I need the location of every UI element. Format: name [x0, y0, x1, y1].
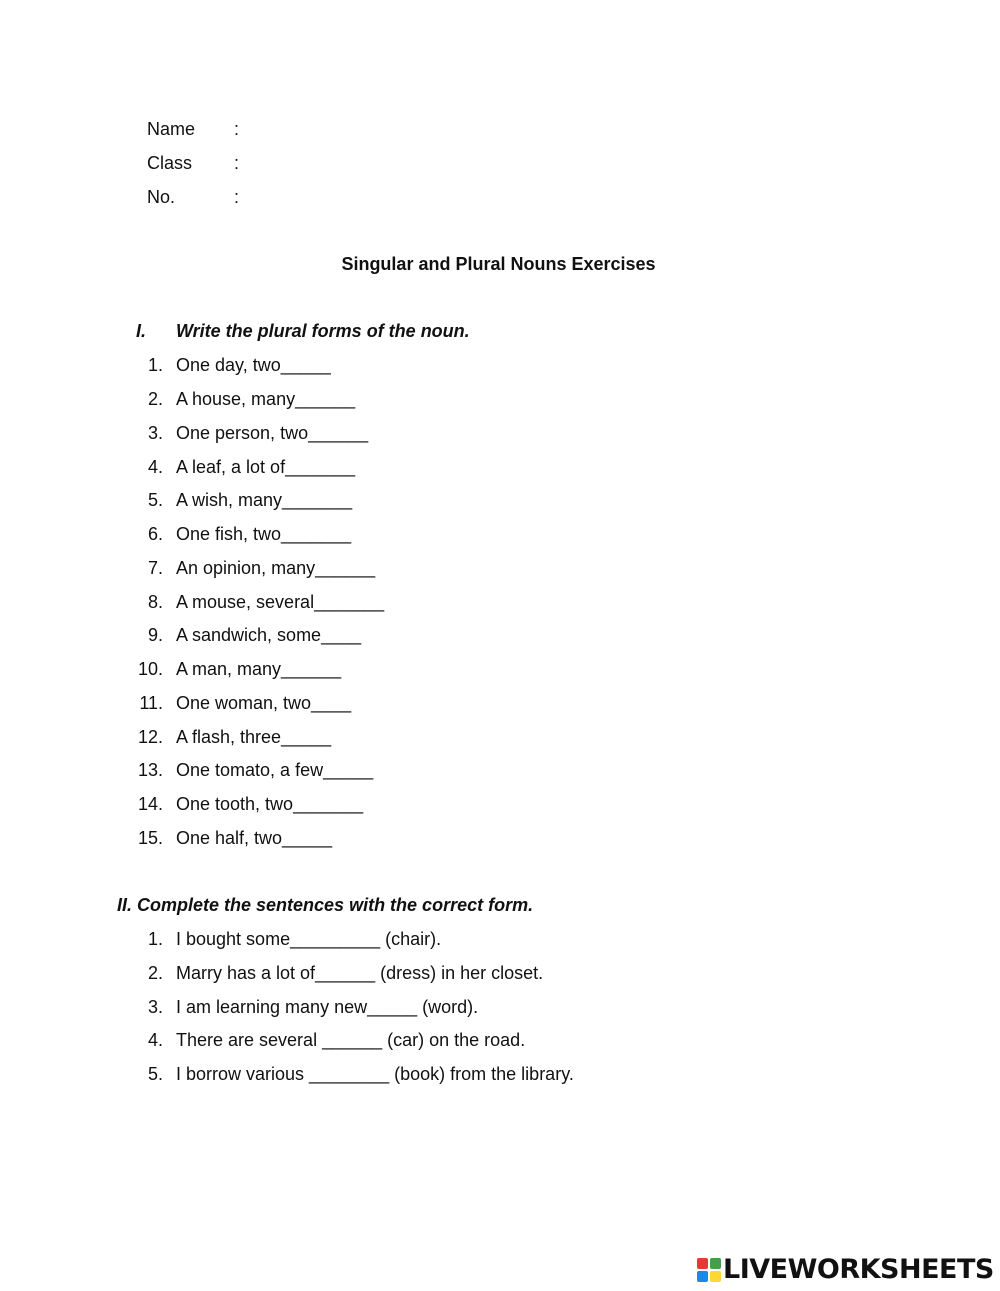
item-number: 6.	[147, 524, 163, 544]
name-label: Name	[147, 119, 196, 139]
logo-block-red	[697, 1258, 708, 1269]
item-text: An opinion, many______	[176, 558, 376, 578]
name-colon: :	[234, 119, 240, 139]
section2-item	[0, 961, 900, 985]
item-text: One person, two______	[176, 423, 369, 443]
item-text: One tomato, a few_____	[176, 760, 374, 780]
section1-item	[0, 556, 900, 580]
item-number: 3.	[147, 997, 163, 1017]
number-label: No.	[147, 187, 176, 207]
item-text: I borrow various ________ (book) from the library.	[176, 1064, 574, 1084]
section1-item	[0, 488, 900, 512]
logo-blocks-icon	[697, 1258, 721, 1282]
item-text: One tooth, two_______	[176, 794, 364, 814]
section1-item	[0, 725, 900, 749]
section1-item	[0, 421, 900, 445]
section1-item	[0, 826, 900, 850]
section1-item	[0, 758, 900, 782]
page-title: Singular and Plural Nouns Exercises	[341, 254, 656, 274]
class-label: Class	[147, 153, 193, 173]
item-text: A sandwich, some____	[176, 625, 362, 645]
item-number: 1.	[147, 929, 163, 949]
item-number: 4.	[147, 1030, 163, 1050]
logo-block-blue	[697, 1271, 708, 1282]
item-text: A mouse, several_______	[176, 592, 385, 612]
item-number: 5.	[147, 1064, 163, 1084]
item-number: 8.	[147, 592, 163, 612]
section1-item	[0, 657, 900, 681]
item-number: 14.	[137, 794, 163, 814]
section2-heading: II. Complete the sentences with the correct form.	[117, 895, 534, 915]
item-number: 13.	[137, 760, 163, 780]
item-text: A flash, three_____	[176, 727, 332, 747]
section2-item	[0, 927, 900, 951]
item-number: 7.	[147, 558, 163, 578]
logo-block-green	[710, 1258, 721, 1269]
item-text: One fish, two_______	[176, 524, 352, 544]
item-number: 5.	[147, 490, 163, 510]
section1-item	[0, 353, 900, 377]
item-text: A wish, many_______	[176, 490, 353, 510]
item-text: One woman, two____	[176, 693, 352, 713]
liveworksheets-logo[interactable]	[697, 1254, 994, 1286]
item-text: A leaf, a lot of_______	[176, 457, 356, 477]
section2-item	[0, 995, 900, 1019]
item-text: One half, two_____	[176, 828, 333, 848]
section1-item	[0, 691, 900, 715]
section1-item	[0, 387, 900, 411]
item-number: 15.	[137, 828, 163, 848]
section2-item	[0, 1062, 900, 1086]
item-text: I bought some_________ (chair).	[176, 929, 442, 949]
section1-item	[0, 623, 900, 647]
item-text: There are several ______ (car) on the road.	[176, 1030, 526, 1050]
item-text: A man, many______	[176, 659, 342, 679]
item-text: Marry has a lot of______ (dress) in her closet.	[176, 963, 544, 983]
section1-instruction: Write the plural forms of the noun.	[176, 321, 470, 341]
item-number: 2.	[147, 389, 163, 409]
number-colon: :	[234, 187, 240, 207]
item-number: 10.	[137, 659, 163, 679]
item-number: 11.	[139, 693, 163, 713]
class-colon: :	[234, 153, 240, 173]
item-number: 4.	[147, 457, 163, 477]
section2-item	[0, 1028, 900, 1052]
section1-item	[0, 455, 900, 479]
item-number: 3.	[147, 423, 163, 443]
item-number: 9.	[147, 625, 163, 645]
item-number: 2.	[147, 963, 163, 983]
item-number: 12.	[137, 727, 163, 747]
section1-item	[0, 792, 900, 816]
section1-number: I.	[136, 321, 147, 341]
section1-item	[0, 522, 900, 546]
logo-block-yellow	[710, 1271, 721, 1282]
item-text: I am learning many new_____ (word).	[176, 997, 479, 1017]
item-number: 1.	[147, 355, 163, 375]
item-text: A house, many______	[176, 389, 356, 409]
item-text: One day, two_____	[176, 355, 331, 375]
logo-text: LIVEWORKSHEETS	[723, 1254, 994, 1285]
section1-item	[0, 590, 900, 614]
